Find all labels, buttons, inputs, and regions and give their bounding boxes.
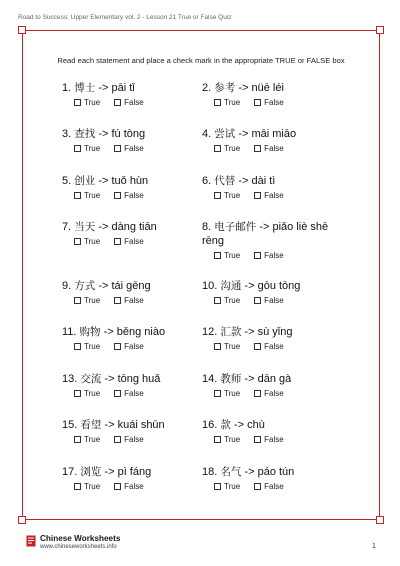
item-chinese: 创业: [74, 175, 96, 187]
option-label-false: False: [264, 435, 284, 444]
item-chinese: 博士: [74, 82, 96, 94]
option-label-true: True: [84, 237, 101, 246]
item-pinyin: běng niào: [116, 326, 166, 338]
answer-options: [214, 144, 342, 153]
option-label-true: True: [224, 435, 241, 444]
checkbox-false[interactable]: [114, 390, 121, 397]
worksheet-logo-icon: [26, 535, 36, 547]
item-number: 17.: [62, 466, 78, 478]
option-label-false: False: [124, 342, 144, 351]
checkbox-true[interactable]: [214, 436, 221, 443]
checkbox-true[interactable]: [74, 390, 81, 397]
option-label-false: False: [124, 482, 144, 491]
item-arrow: ->: [238, 128, 249, 140]
item-chinese: 款: [220, 419, 231, 431]
checkbox-true[interactable]: [74, 343, 81, 350]
option-false[interactable]: [114, 191, 144, 200]
quiz-item: [62, 325, 202, 351]
option-false[interactable]: [254, 191, 284, 200]
item-arrow: ->: [98, 280, 109, 292]
option-label-false: False: [264, 144, 284, 153]
quiz-item-term: [202, 372, 342, 386]
option-label-true: True: [84, 389, 101, 398]
checkbox-true[interactable]: [214, 483, 221, 490]
item-arrow: ->: [104, 419, 115, 431]
quiz-item-term: [62, 465, 202, 479]
item-pinyin: pì fáng: [117, 466, 152, 478]
item-pinyin: fú tòng: [111, 128, 146, 140]
checkbox-false[interactable]: [114, 238, 121, 245]
answer-options: [214, 389, 342, 398]
option-label-false: False: [124, 144, 144, 153]
answer-options: [214, 296, 342, 305]
item-chinese: 尝试: [214, 128, 236, 140]
option-true[interactable]: [214, 482, 240, 491]
item-arrow: ->: [244, 326, 255, 338]
checkbox-false[interactable]: [114, 99, 121, 106]
quiz-item-term: [62, 127, 202, 141]
checkbox-true[interactable]: [74, 192, 81, 199]
option-label-false: False: [124, 389, 144, 398]
item-pinyin: nüē léi: [251, 82, 284, 94]
item-arrow: ->: [238, 175, 249, 187]
option-label-true: True: [224, 389, 241, 398]
option-label-false: False: [124, 191, 144, 200]
item-pinyin: tōng huǎ: [117, 373, 161, 385]
quiz-item-term: [202, 220, 352, 248]
item-number: 1.: [62, 82, 72, 94]
option-label-false: False: [124, 296, 144, 305]
item-chinese: 代替: [214, 175, 236, 187]
answer-options: [214, 482, 342, 491]
option-false[interactable]: [254, 389, 284, 398]
item-chinese: 名气: [220, 466, 242, 478]
item-number: 15.: [62, 419, 78, 431]
footer-url[interactable]: www.chineseworksheets.info: [40, 544, 117, 550]
item-chinese: 方式: [74, 280, 96, 292]
document-header: Road to Success: Upper Elementary vol. 2 - Lesson 21 True or False Quiz: [18, 14, 232, 21]
quiz-item-term: [62, 418, 202, 432]
option-false[interactable]: [114, 98, 144, 107]
quiz-item-term: [202, 81, 342, 95]
instruction-text: Read each statement and place a check mark in the appropriate TRUE or FALSE box: [57, 56, 345, 65]
item-number: 4.: [202, 128, 212, 140]
option-label-false: False: [264, 251, 284, 260]
option-false[interactable]: [254, 144, 284, 153]
checkbox-false[interactable]: [114, 436, 121, 443]
quiz-item-term: [202, 127, 342, 141]
option-false[interactable]: [114, 435, 144, 444]
option-label-true: True: [224, 342, 241, 351]
checkbox-true[interactable]: [74, 483, 81, 490]
option-label-true: True: [84, 296, 101, 305]
quiz-item: [62, 465, 202, 491]
quiz-item-term: [62, 220, 202, 234]
option-false[interactable]: [254, 98, 284, 107]
checkbox-false[interactable]: [114, 297, 121, 304]
option-label-false: False: [264, 389, 284, 398]
item-pinyin: dài tì: [251, 175, 276, 187]
quiz-item: [62, 174, 202, 200]
checkbox-true[interactable]: [214, 390, 221, 397]
option-label-true: True: [224, 482, 241, 491]
item-number: 3.: [62, 128, 72, 140]
item-chinese: 参考: [214, 82, 236, 94]
option-label-true: True: [84, 98, 101, 107]
option-true[interactable]: [74, 237, 100, 246]
item-arrow: ->: [98, 175, 109, 187]
option-label-true: True: [84, 435, 101, 444]
item-pinyin: dān gà: [257, 373, 292, 385]
item-number: 13.: [62, 373, 78, 385]
item-chinese: 查找: [74, 128, 96, 140]
item-pinyin: pāi tǐ: [111, 82, 135, 94]
checkbox-false[interactable]: [254, 436, 261, 443]
item-number: 9.: [62, 280, 72, 292]
item-pinyin: páo tún: [257, 466, 295, 478]
quiz-item: [202, 127, 342, 153]
quiz-item-term: [202, 279, 342, 293]
quiz-item-term: [62, 372, 202, 386]
checkbox-false[interactable]: [254, 99, 261, 106]
item-pinyin: kuái shūn: [117, 419, 165, 431]
checkbox-true[interactable]: [74, 145, 81, 152]
answer-options: [214, 251, 352, 260]
answer-options: [74, 389, 202, 398]
option-true[interactable]: [74, 435, 100, 444]
checkbox-false[interactable]: [254, 297, 261, 304]
option-false[interactable]: [114, 482, 144, 491]
option-true[interactable]: [214, 342, 240, 351]
quiz-item: [62, 418, 202, 444]
option-true[interactable]: [74, 191, 100, 200]
option-true[interactable]: [74, 342, 100, 351]
quiz-item: [202, 418, 342, 444]
option-false[interactable]: [114, 389, 144, 398]
answer-options: [74, 342, 202, 351]
option-true[interactable]: [214, 435, 240, 444]
answer-options: [214, 98, 342, 107]
checkbox-true[interactable]: [214, 343, 221, 350]
item-chinese: 浏览: [80, 466, 102, 478]
item-arrow: ->: [103, 326, 114, 338]
checkbox-false[interactable]: [254, 145, 261, 152]
item-number: 5.: [62, 175, 72, 187]
quiz-item-term: [62, 325, 202, 339]
item-arrow: ->: [244, 280, 255, 292]
quiz-item: [202, 174, 342, 200]
quiz-item-term: [202, 174, 342, 188]
option-label-true: True: [84, 191, 101, 200]
quiz-item-term: [202, 465, 342, 479]
option-true[interactable]: [74, 144, 100, 153]
item-arrow: ->: [104, 466, 115, 478]
option-label-false: False: [264, 191, 284, 200]
item-chinese: 汇款: [220, 326, 242, 338]
option-true[interactable]: [214, 296, 240, 305]
checkbox-true[interactable]: [74, 297, 81, 304]
quiz-item: [202, 220, 352, 260]
quiz-item-term: [202, 325, 342, 339]
item-arrow: ->: [244, 466, 255, 478]
item-arrow: ->: [98, 128, 109, 140]
checkbox-false[interactable]: [254, 483, 261, 490]
item-chinese: 看望: [80, 419, 102, 431]
checkbox-false[interactable]: [114, 343, 121, 350]
quiz-item: [202, 81, 342, 107]
item-number: 2.: [202, 82, 212, 94]
option-label-true: True: [224, 144, 241, 153]
checkbox-false[interactable]: [114, 192, 121, 199]
option-true[interactable]: [74, 389, 100, 398]
answer-options: [214, 342, 342, 351]
answer-options: [74, 435, 202, 444]
item-arrow: ->: [238, 82, 249, 94]
item-chinese: 电子邮件: [214, 221, 257, 233]
checkbox-false[interactable]: [254, 252, 261, 259]
item-chinese: 沟通: [220, 280, 242, 292]
option-label-false: False: [264, 98, 284, 107]
item-chinese: 当天: [74, 221, 96, 233]
checkbox-true[interactable]: [214, 192, 221, 199]
quiz-item: [202, 325, 342, 351]
checkbox-false[interactable]: [114, 145, 121, 152]
item-chinese: 交流: [80, 373, 102, 385]
option-false[interactable]: [114, 144, 144, 153]
checkbox-false[interactable]: [254, 192, 261, 199]
item-number: 16.: [202, 419, 218, 431]
option-false[interactable]: [254, 296, 284, 305]
option-false[interactable]: [254, 435, 284, 444]
option-label-true: True: [224, 251, 241, 260]
checkbox-true[interactable]: [74, 99, 81, 106]
item-pinyin: sù yǐng: [257, 326, 293, 338]
checkbox-true[interactable]: [74, 238, 81, 245]
option-true[interactable]: [214, 251, 240, 260]
item-pinyin: tái gēng: [111, 280, 151, 292]
answer-options: [74, 144, 202, 153]
option-label-true: True: [224, 98, 241, 107]
item-number: 10.: [202, 280, 218, 292]
item-number: 11.: [62, 326, 77, 338]
quiz-item-term: [62, 81, 202, 95]
quiz-item: [62, 220, 202, 246]
option-true[interactable]: [74, 98, 100, 107]
quiz-item-term: [202, 418, 342, 432]
item-number: 14.: [202, 373, 218, 385]
checkbox-true[interactable]: [214, 252, 221, 259]
quiz-item: [62, 81, 202, 107]
quiz-item: [202, 372, 342, 398]
option-true[interactable]: [74, 296, 100, 305]
checkbox-true[interactable]: [214, 145, 221, 152]
item-number: 7.: [62, 221, 72, 233]
quiz-item: [62, 372, 202, 398]
option-label-false: False: [124, 98, 144, 107]
quiz-item-term: [62, 279, 202, 293]
option-true[interactable]: [214, 389, 240, 398]
option-label-false: False: [264, 482, 284, 491]
option-label-true: True: [84, 482, 101, 491]
option-true[interactable]: [214, 98, 240, 107]
checkbox-true[interactable]: [214, 99, 221, 106]
checkbox-false[interactable]: [114, 483, 121, 490]
page-number: 1: [372, 543, 376, 550]
option-true[interactable]: [74, 482, 100, 491]
answer-options: [74, 482, 202, 491]
item-arrow: ->: [244, 373, 255, 385]
checkbox-true[interactable]: [214, 297, 221, 304]
answer-options: [74, 98, 202, 107]
item-number: 8.: [202, 221, 212, 233]
option-label-false: False: [264, 296, 284, 305]
item-number: 12.: [202, 326, 218, 338]
answer-options: [214, 435, 342, 444]
checkbox-true[interactable]: [74, 436, 81, 443]
answer-options: [74, 237, 202, 246]
option-false[interactable]: [114, 342, 144, 351]
item-pinyin: māi miāo: [251, 128, 297, 140]
footer-brand: Chinese Worksheets: [40, 534, 121, 543]
checkbox-false[interactable]: [254, 343, 261, 350]
item-pinyin: gōu tōng: [257, 280, 301, 292]
item-pinyin: chù: [247, 419, 265, 431]
quiz-item: [62, 127, 202, 153]
item-number: 6.: [202, 175, 212, 187]
quiz-item: [202, 279, 342, 305]
option-label-true: True: [84, 342, 101, 351]
option-false[interactable]: [254, 251, 284, 260]
quiz-item: [62, 279, 202, 305]
option-false[interactable]: [114, 296, 144, 305]
answer-options: [74, 296, 202, 305]
option-true[interactable]: [214, 144, 240, 153]
item-chinese: 教师: [220, 373, 242, 385]
option-false[interactable]: [114, 237, 144, 246]
option-label-true: True: [224, 296, 241, 305]
option-label-true: True: [224, 191, 241, 200]
quiz-item: [202, 465, 342, 491]
item-arrow: ->: [233, 419, 245, 431]
option-label-false: False: [264, 342, 284, 351]
answer-options: [214, 191, 342, 200]
item-arrow: ->: [104, 373, 115, 385]
item-pinyin: dàng tiān: [111, 221, 157, 233]
item-pinyin: piǎo liè shē rēng: [202, 221, 329, 247]
option-label-false: False: [124, 435, 144, 444]
item-arrow: ->: [98, 221, 109, 233]
option-false[interactable]: [254, 482, 284, 491]
item-arrow: ->: [98, 82, 109, 94]
quiz-item-term: [62, 174, 202, 188]
item-number: 18.: [202, 466, 218, 478]
option-label-true: True: [84, 144, 101, 153]
checkbox-false[interactable]: [254, 390, 261, 397]
item-chinese: 购物: [79, 326, 101, 338]
answer-options: [74, 191, 202, 200]
option-label-false: False: [124, 237, 144, 246]
option-false[interactable]: [254, 342, 284, 351]
option-true[interactable]: [214, 191, 240, 200]
item-arrow: ->: [259, 221, 270, 233]
item-pinyin: tuǒ hùn: [111, 175, 149, 187]
